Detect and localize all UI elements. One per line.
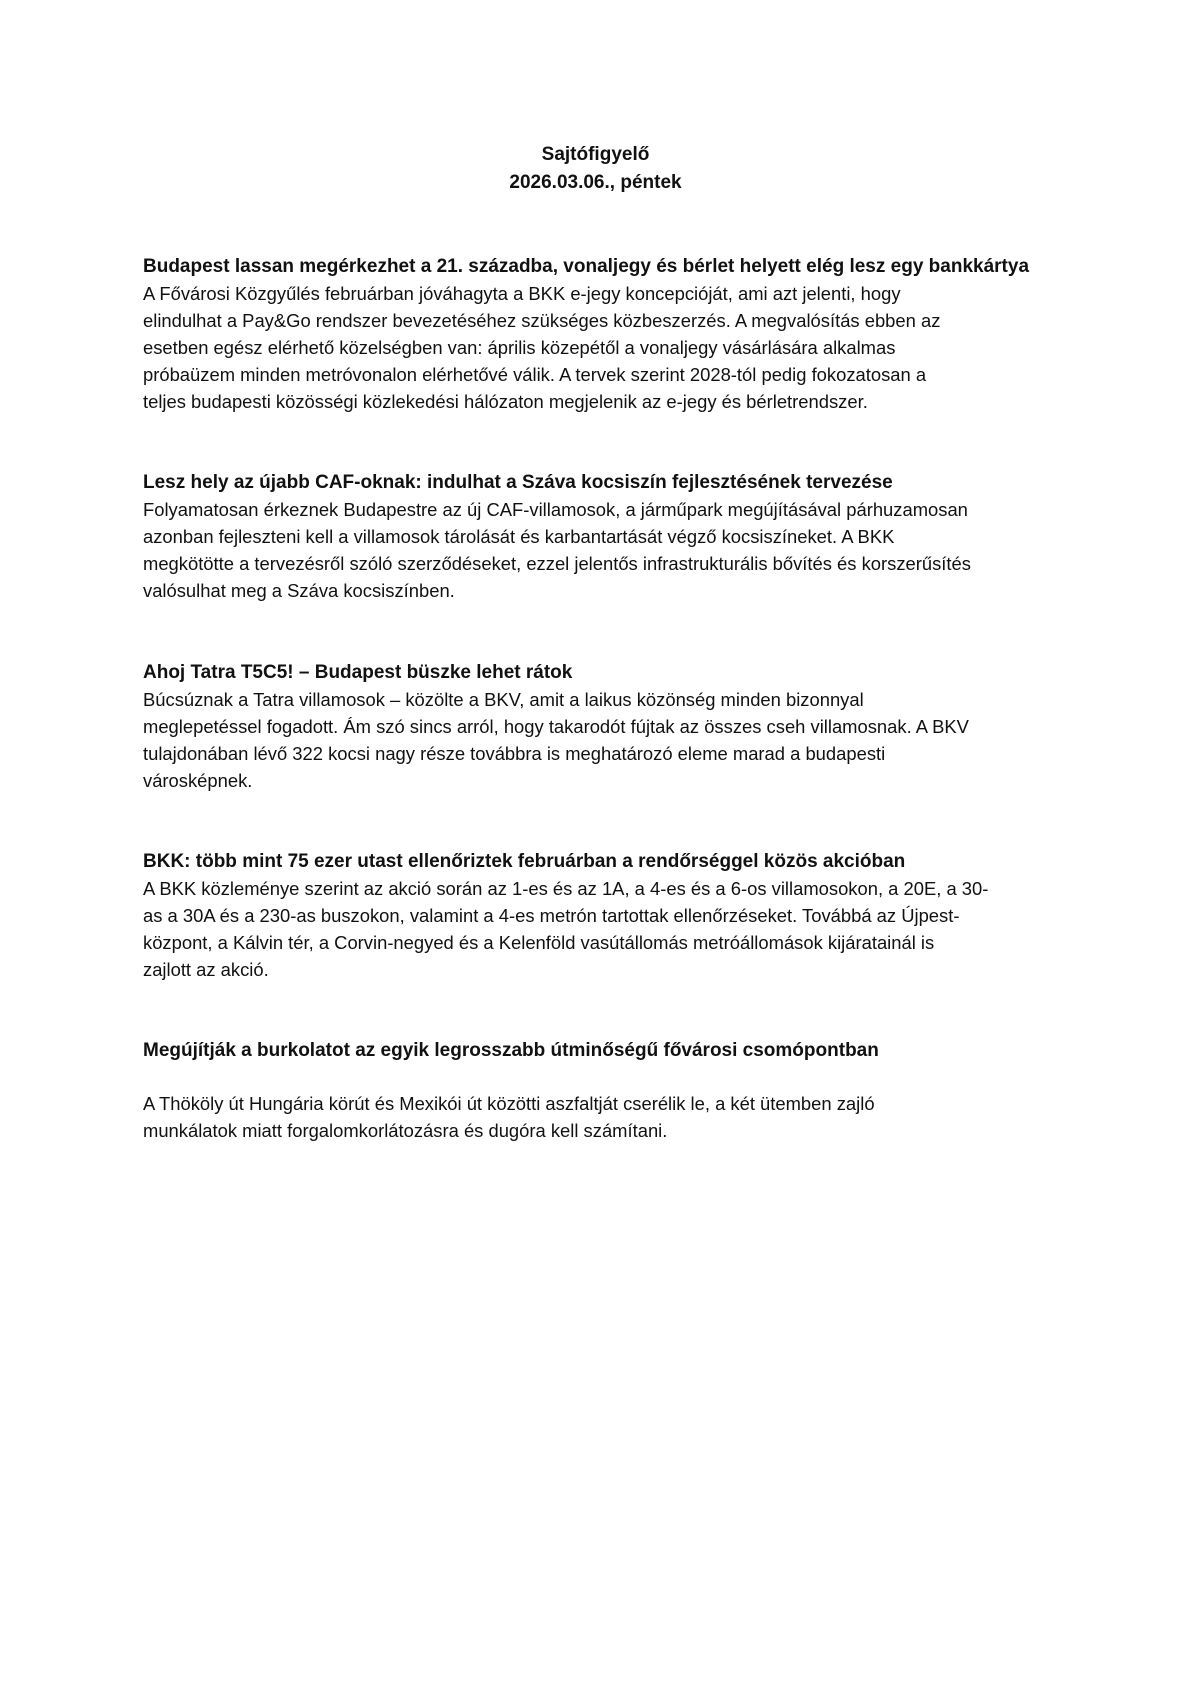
article-3 [143,659,1068,794]
article-body [143,496,1068,604]
article-title: Ahoj Tatra T5C5! – Budapest büszke lehet rátok [143,662,573,683]
article-line: azonban fejleszteni kell a villamosok tárolását és karbantartását végző kocsiszíneket. A BKK [143,526,895,547]
article-line: Folyamatosan érkeznek Budapestre az új CAF-villamosok, a járműpark megújításával párhuzamosan [143,499,968,520]
article-line: teljes budapesti közösségi közlekedési hálózaton megjelenik az e-jegy és bérletrendszer. [143,391,868,412]
article-line: városképnek. [143,770,253,791]
article-line: munkálatok miatt forgalomkorlátozásra és dugóra kell számítani. [143,1120,668,1141]
page-title: Sajtófigyelő [541,144,650,165]
article-line: próbaüzem minden metróvonalon elérhetővé válik. A tervek szerint 2028-tól pedig fokozatosan a [143,364,927,385]
article-line: megkötötte a tervezésről szóló szerződéseket, ezzel jelentős infrastrukturális bővítés és korszerűsítés [143,553,971,574]
article-5 [143,1037,1068,1144]
article-line: zajlott az akció. [143,959,269,980]
article-body [143,686,1068,794]
article-line: A BKK közleménye szerint az akció során az 1-es és az 1A, a 4-es és a 6-os villamosokon, a 20E, a 30- [143,878,989,899]
article-1 [143,253,1068,415]
article-body [143,875,1068,983]
article-line: központ, a Kálvin tér, a Corvin-negyed és a Kelenföld vasútállomás metróállomások kijáratainál is [143,932,935,953]
article-line: tulajdonában lévő 322 kocsi nagy része továbbra is meghatározó eleme marad a budapesti [143,743,886,764]
article-line: A Thököly út Hungária körút és Mexikói út közötti aszfaltját cserélik le, a két ütemben zajló [143,1093,875,1114]
article-title: Budapest lassan megérkezhet a 21. századba, vonaljegy és bérlet helyett elég lesz egy bankkártya [143,256,1030,277]
article-line: meglepetéssel fogadott. Ám szó sincs arról, hogy takarodót fújtak az összes cseh villamosnak. A BKV [143,716,969,737]
article-body [143,280,1068,415]
article-line: valósulhat meg a Száva kocsiszínben. [143,580,455,601]
article-body [143,1090,1068,1144]
page-date: 2026.03.06., péntek [509,172,682,193]
article-2 [143,469,1068,604]
article-title: Lesz hely az újabb CAF-oknak: indulhat a Száva kocsiszín fejlesztésének tervezése [143,472,893,493]
article-line: A Fővárosi Közgyűlés februárban jóváhagyta a BKK e-jegy koncepcióját, ami azt jelenti, hogy [143,283,901,304]
article-line: Búcsúznak a Tatra villamosok – közölte a BKV, amit a laikus közönség minden bizonnyal [143,689,864,710]
article-line: elindulhat a Pay&Go rendszer bevezetéséhez szükséges közbeszerzés. A megvalósítás ebben az [143,310,941,331]
article-4 [143,848,1068,983]
article-line: esetben egész elérhető közelségben van: április közepétől a vonaljegy vásárlására alkalmas [143,337,896,358]
article-line: as a 30A és a 230-as buszokon, valamint a 4-es metrón tartottak ellenőrzéseket. Továbbá az Újpest- [143,905,960,926]
article-title: BKK: több mint 75 ezer utast ellenőriztek februárban a rendőrséggel közös akcióban [143,851,906,872]
article-title: Megújítják a burkolatot az egyik legrosszabb útminőségű fővárosi csomópontban [143,1040,879,1061]
